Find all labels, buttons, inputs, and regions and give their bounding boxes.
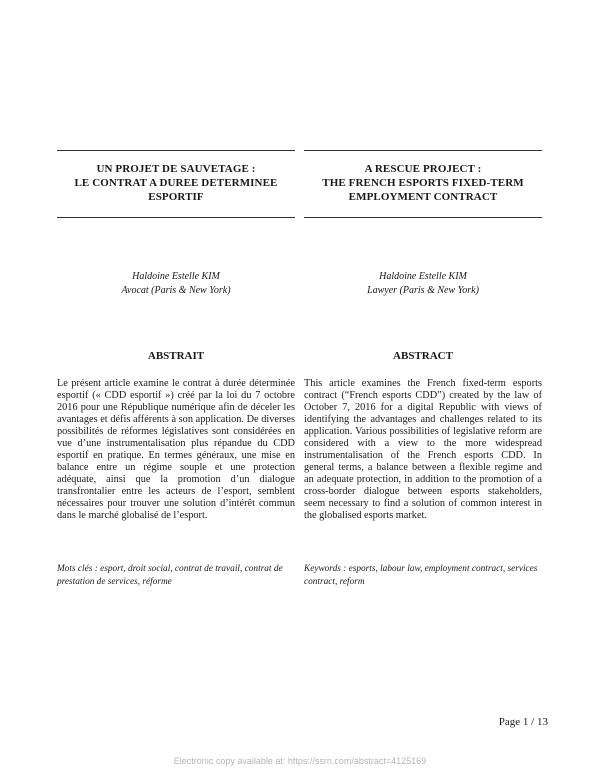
french-author-name: Haldoine Estelle KIM (132, 271, 220, 282)
english-title-line-1: A RESCUE PROJECT : (364, 163, 482, 175)
french-title-line-3: ESPORTIF (148, 191, 204, 203)
french-keywords: Mots clés : esport, droit social, contrat de travail, contrat de prestation de services, réforme (57, 564, 283, 587)
english-author-block (304, 270, 542, 298)
english-title-top-rule (304, 150, 542, 151)
page-number: Page 1 / 13 (498, 716, 548, 728)
french-author-role: Avocat (Paris & New York) (121, 285, 231, 296)
french-title-bottom-rule (57, 217, 295, 218)
english-author-role: Lawyer (Paris & New York) (367, 285, 479, 296)
english-keywords: Keywords : esports, labour law, employment contract, services contract, reform (304, 564, 538, 587)
french-abstract-heading: ABSTRAIT (147, 350, 205, 362)
english-abstract-heading: ABSTRACT (393, 350, 453, 362)
french-title-line-2: LE CONTRAT A DUREE DETERMINEE (74, 177, 278, 189)
english-title-line-3: EMPLOYMENT CONTRACT (348, 191, 498, 203)
english-title-bottom-rule (304, 217, 542, 218)
ssrn-footer: Electronic copy available at: https://ssrn.com/abstract=4125169 (173, 756, 427, 766)
english-title-line-2: THE FRENCH ESPORTS FIXED-TERM (322, 177, 524, 189)
french-author-block (57, 270, 295, 298)
french-title-top-rule (57, 150, 295, 151)
french-title (57, 162, 295, 204)
english-abstract-text: This article examines the French fixed-term esports contract (“French esports CDD”) created by the law of October 7, 2016 for a digital Republic with views of identifying the advantages and challenges related to its application. Various possibilities of legislative reform are considered with a view to the more widespread instrumentalisation of the French esports CDD. In general terms, a balance between a flexible regime and an adequate protection, in addition to the promotion of a cross-border dialogue between esports stakeholders, seem necessary to find a solution of common interest in the globalised esports market. (304, 378, 542, 521)
english-title (304, 162, 542, 204)
french-abstract-text: Le présent article examine le contrat à durée déterminée esportif (« CDD esportif ») créé par la loi du 7 octobre 2016 pour une République numérique afin de déceler les avantages et défis afférents à son application. De diverses possibilités de réformes législatives sont considérées en vue d’une instrumentalisation plus répandue du CDD esportif en pratique. En termes généraux, une mise en balance entre un régime souple et une protection adéquate, ainsi que la promotion d’un dialogue transfrontalier entre les acteurs de l’esport, semblent nécessaires pour trouver une solution d’intérêt commun dans le marché globalisé de l’esport. (57, 378, 295, 521)
french-title-line-1: UN PROJET DE SAUVETAGE : (96, 163, 256, 175)
english-author-name: Haldoine Estelle KIM (379, 271, 467, 282)
